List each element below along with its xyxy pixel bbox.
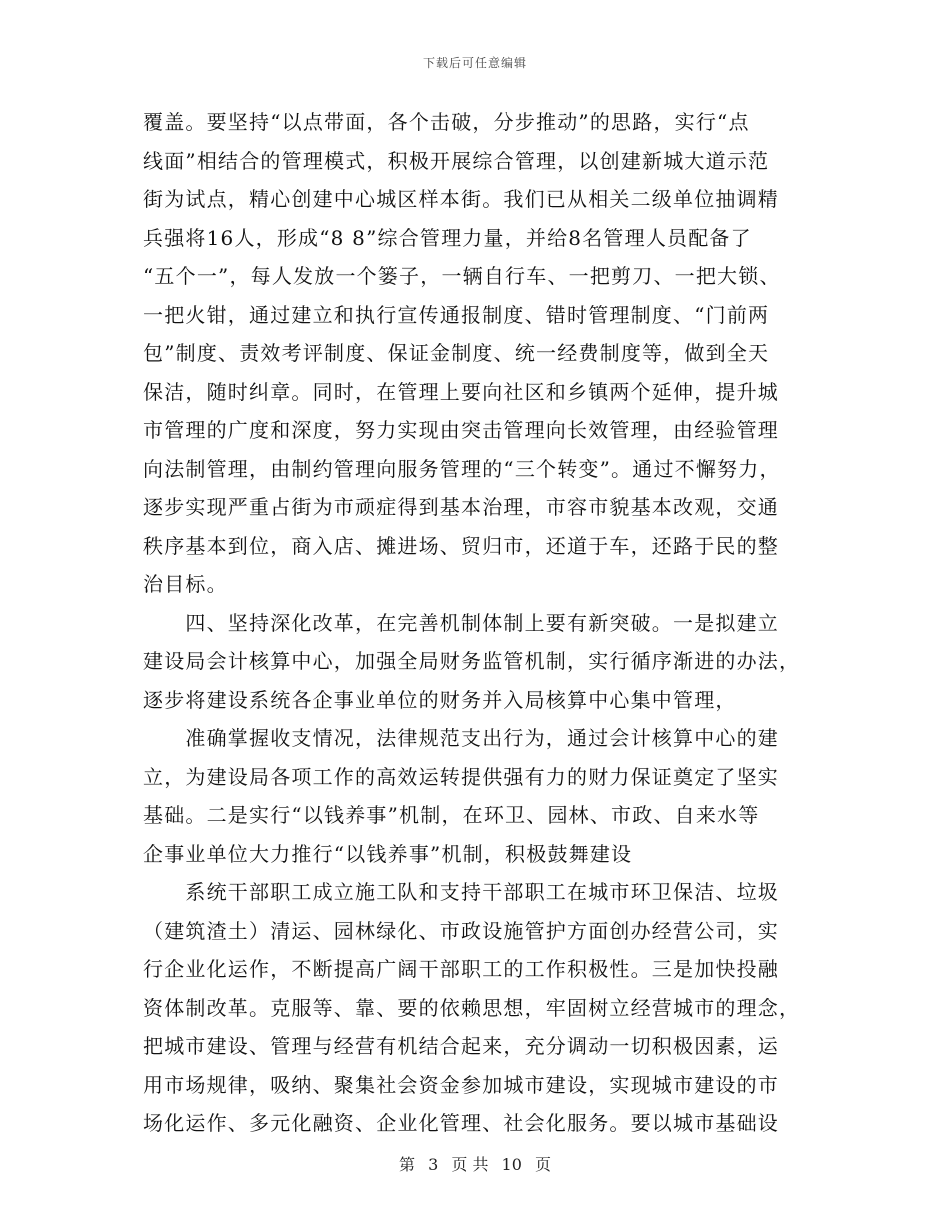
text-line: 用市场规律，吸纳、聚集社会资金参加城市建设，实现城市建设的市 — [143, 1072, 779, 1097]
footer-page-number: 3 — [428, 1155, 439, 1174]
text-line: 向法制管理，由制约管理向服务管理的“三个转变”。通过不懈努力， — [143, 456, 781, 481]
footer-total-pages: 10 — [501, 1155, 522, 1174]
text-line: 市管理的广度和深度，努力实现由突击管理向长效管理，由经验管理 — [143, 418, 779, 442]
text-line: （建筑渣土）清运、园林绿化、市政设施管护方面创办经营公司，实 — [143, 918, 779, 943]
text-line: 线面”相结合的管理模式，积极开展综合管理，以创建新城大道示范 — [143, 148, 770, 173]
text-line: 包”制度、责效考评制度、保证金制度、统一经费制度等，做到全天 — [143, 341, 770, 365]
text-line: 秩序基本到位，商入店、摊进场、贸归市，还道于车，还路于民的整 — [143, 533, 779, 558]
text-line: 企事业单位大力推行“以钱养事”机制，积极鼓舞建设 — [143, 841, 633, 866]
text-line: 场化运作、多元化融资、企业化管理、社会化服务。要以城市基础设 — [143, 1111, 779, 1135]
text-line: 保洁，随时纠章。同时，在管理上要向社区和乡镇两个延伸，提升城 — [143, 379, 779, 404]
page-header: 下载后可任意编辑 — [422, 56, 527, 70]
text-line: 街为试点，精心创建中心城区样本街。我们已从相关二级单位抽调精 — [143, 187, 779, 211]
text-line: 准确掌握收支情况，法律规范支出行为，通过会计核算中心的建 — [143, 726, 779, 750]
text-line: 兵强将16人，形成“8 8”综合管理力量，并给8名管理人员配备了 — [143, 225, 752, 250]
text-line: 行企业化运作，不断提高广阔干部职工的工作积极性。三是加快投融 — [143, 957, 779, 981]
text-line: 覆盖。要坚持“以点带面，各个击破，分步推动”的思路，实行“点 — [143, 110, 750, 134]
text-line: 逐步将建设系统各企事业单位的财务并入局核算中心集中管理， — [143, 687, 737, 712]
text-line: 一把火钳，通过建立和执行宣传通报制度、错时管理制度、“门前两 — [143, 302, 770, 327]
footer-suffix: 页 — [535, 1155, 552, 1174]
text-line: 治目标。 — [143, 572, 228, 596]
text-line: 资体制改革。克服等、靠、要的依赖思想，牢固树立经营城市的理念， — [143, 995, 801, 1020]
document-body — [143, 103, 811, 1143]
text-line: 四、坚持深化改革，在完善机制体制上要有新突破。一是拟建立 — [143, 610, 779, 635]
footer-prefix: 第 — [398, 1155, 415, 1174]
text-line: “五个一”，每人发放一个篓子，一辆自行车、一把剪刀、一把大锁、 — [143, 264, 781, 288]
text-line: 立，为建设局各项工作的高效运转提供强有力的财力保证奠定了坚实 — [143, 764, 779, 789]
text-line: 基础。二是实行“以钱养事”机制，在环卫、园林、市政、自来水等 — [143, 803, 760, 827]
footer-mid: 页 共 — [451, 1155, 489, 1174]
text-line: 系统干部职工成立施工队和支持干部职工在城市环卫保洁、垃圾 — [143, 880, 779, 904]
text-line: 把城市建设、管理与经营有机结合起来，充分调动一切积极因素，运 — [143, 1034, 779, 1058]
text-line: 逐步实现严重占街为市顽症得到基本治理，市容市貌基本改观，交通 — [143, 495, 779, 519]
page-footer — [0, 1152, 950, 1175]
text-line: 建设局会计核算中心，加强全局财务监管机制，实行循序渐进的办法， — [143, 649, 801, 673]
